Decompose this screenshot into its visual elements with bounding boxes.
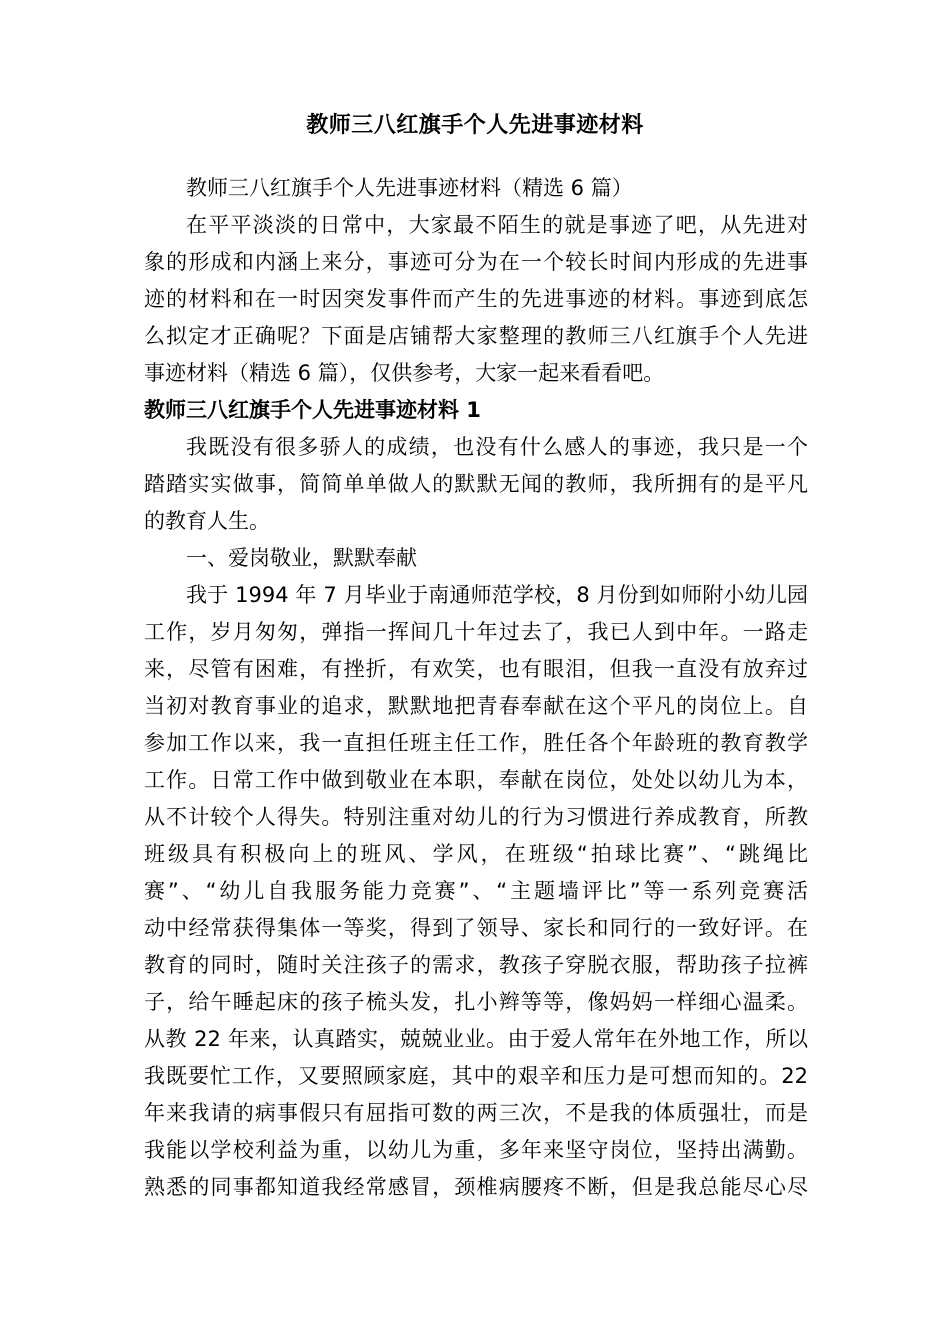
text-line: 我既没有很多骄人的成绩，也没有什么感人的事迹，我只是一个 <box>186 435 808 459</box>
text-line: 来，尽管有困难，有挫折，有欢笑，也有眼泪，但我一直没有放弃过 <box>144 657 808 681</box>
text-line: 的教育人生。 <box>144 509 270 533</box>
text-line: 象的形成和内涵上来分，事迹可分为在一个较长时间内形成的先进事 <box>144 250 808 274</box>
text-line: 当初对教育事业的追求，默默地把青春奉献在这个平凡的岗位上。自 <box>144 694 808 718</box>
text-line: 从教 22 年来，认真踏实，兢兢业业。由于爱人常年在外地工作，所以 <box>144 1027 808 1051</box>
text-line: 工作，岁月匆匆，弹指一挥间几十年过去了，我已人到中年。一路走 <box>144 620 808 644</box>
text-line: 么拟定才正确呢？下面是店铺帮大家整理的教师三八红旗手个人先进 <box>144 324 808 348</box>
document-body <box>144 170 808 1206</box>
text-line: 从不计较个人得失。特别注重对幼儿的行为习惯进行养成教育，所教 <box>144 805 808 829</box>
text-line: 教师三八红旗手个人先进事迹材料（精选 6 篇） <box>186 176 633 200</box>
text-line: 我能以学校利益为重，以幼儿为重，多年来坚守岗位，坚持出满勤。 <box>144 1138 808 1162</box>
text-line: 熟悉的同事都知道我经常感冒，颈椎病腰疼不断，但是我总能尽心尽 <box>144 1175 808 1199</box>
section-heading: 教师三八红旗手个人先进事迹材料 1 <box>144 398 481 422</box>
text-line: 参加工作以来，我一直担任班主任工作，胜任各个年龄班的教育教学 <box>144 731 808 755</box>
document-title: 教师三八红旗手个人先进事迹材料 <box>306 113 644 138</box>
text-line: 在平平淡淡的日常中，大家最不陌生的就是事迹了吧，从先进对 <box>186 213 808 237</box>
text-line: 工作。日常工作中做到敬业在本职，奉献在岗位，处处以幼儿为本， <box>144 768 808 792</box>
text-line: 动中经常获得集体一等奖，得到了领导、家长和同行的一致好评。在 <box>144 916 808 940</box>
text-line: 班级具有积极向上的班风、学风，在班级“拍球比赛”、“跳绳比 <box>144 842 808 866</box>
text-line: 事迹材料（精选 6 篇），仅供参考，大家一起来看看吧。 <box>144 361 665 385</box>
text-line: 年来我请的病事假只有屈指可数的两三次，不是我的体质强壮，而是 <box>144 1101 808 1125</box>
text-line: 赛”、“幼儿自我服务能力竞赛”、“主题墙评比”等一系列竞赛活 <box>144 879 808 903</box>
text-line: 我于 1994 年 7 月毕业于南通师范学校，8 月份到如师附小幼儿园 <box>186 583 808 607</box>
text-line: 我既要忙工作，又要照顾家庭，其中的艰辛和压力是可想而知的。22 <box>144 1064 808 1088</box>
text-line: 迹的材料和在一时因突发事件而产生的先进事迹的材料。事迹到底怎 <box>144 287 808 311</box>
text-line: 教育的同时，随时关注孩子的需求，教孩子穿脱衣服，帮助孩子拉裤 <box>144 953 808 977</box>
text-line: 踏踏实实做事，简简单单做人的默默无闻的教师，我所拥有的是平凡 <box>144 472 808 496</box>
text-line: 子，给午睡起床的孩子梳头发，扎小辫等等，像妈妈一样细心温柔。 <box>144 990 808 1014</box>
text-line: 一、爱岗敬业，默默奉献 <box>186 546 417 570</box>
